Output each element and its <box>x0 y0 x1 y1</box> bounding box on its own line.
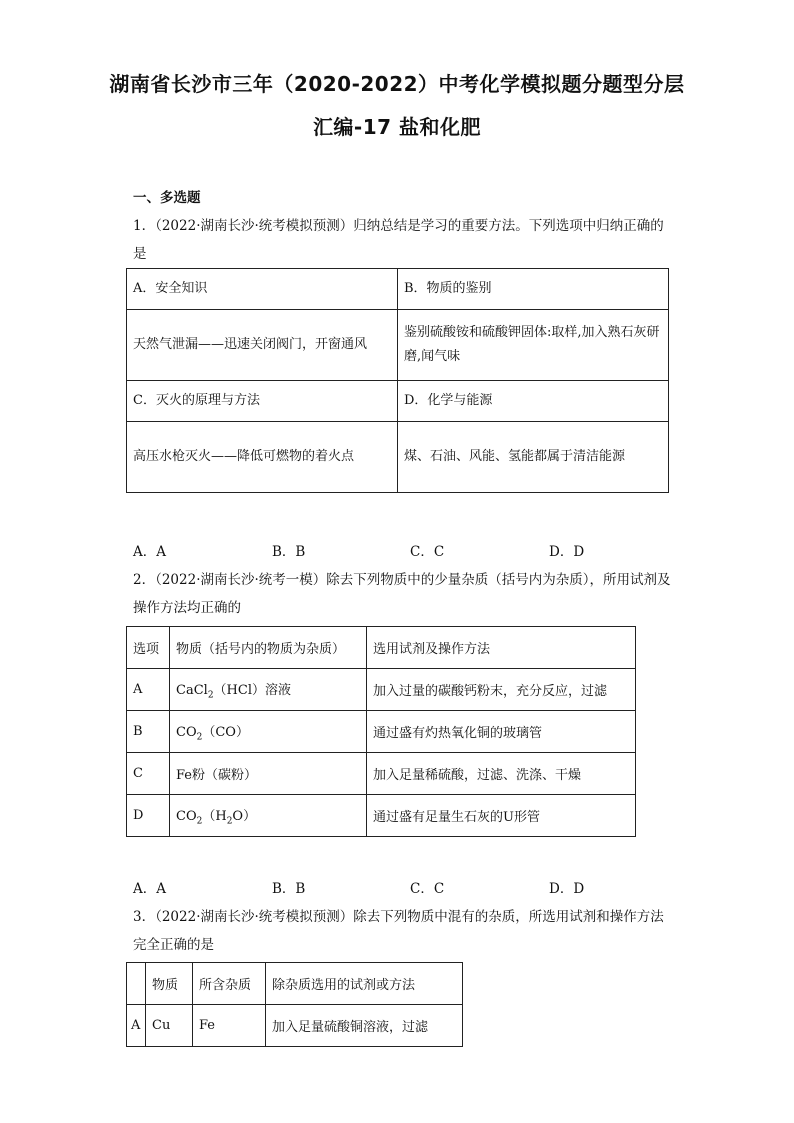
q1-option-a[interactable]: A．A <box>133 544 166 560</box>
q2-row-c-substance: Fe粉（碳粉） <box>170 753 367 795</box>
table-row <box>127 795 636 837</box>
document-title-line-2: 汇编-17 盐和化肥 <box>312 115 482 139</box>
table-header-row <box>127 627 636 669</box>
question-3-stem: 3．（2022·湖南长沙·统考模拟预测）除去下列物质中混有的杂质，所选用试剂和操作方法完全正确的是 <box>133 909 664 953</box>
q2-row-a-method: 加入过量的碳酸钙粉末，充分反应，过滤 <box>367 669 636 711</box>
table-row <box>127 1005 463 1047</box>
q1-cell-c-head: C．灭火的原理与方法 <box>127 381 398 422</box>
question-2-stem: 2．（2022·湖南长沙·统考一模）除去下列物质中的少量杂质（括号内为杂质），所用试剂及操作方法均正确的 <box>133 572 671 616</box>
q3-row-a-substance: Cu <box>146 1005 193 1047</box>
q2-option-c[interactable]: C．C <box>410 881 445 897</box>
question-3-table <box>126 962 463 1047</box>
q2-row-a-option: A <box>127 669 170 711</box>
q2-row-c-option: C <box>127 753 170 795</box>
q1-cell-c-body: 高压水枪灭火——降低可燃物的着火点 <box>127 422 398 493</box>
table-row <box>127 753 636 795</box>
q3-row-a-option: A <box>127 1005 146 1047</box>
q1-option-c[interactable]: C．C <box>410 544 445 560</box>
q3-header-method: 除杂质选用的试剂或方法 <box>266 963 463 1005</box>
section-heading: 一、多选题 <box>133 190 201 206</box>
q1-cell-a-head: A．安全知识 <box>127 269 398 310</box>
q1-cell-d-head: D．化学与能源 <box>398 381 669 422</box>
q2-header-option: 选项 <box>127 627 170 669</box>
q2-row-c-method: 加入足量稀硫酸，过滤、洗涤、干燥 <box>367 753 636 795</box>
q1-option-b[interactable]: B．B <box>272 544 306 560</box>
table-header-row <box>127 963 463 1005</box>
q2-row-d-substance: $CO_2(H_2O)$ <box>170 795 367 837</box>
table-row <box>127 711 636 753</box>
q2-row-d-option: D <box>127 795 170 837</box>
q2-option-a[interactable]: A．A <box>133 881 166 897</box>
q2-row-d-method: 通过盛有足量生石灰的U形管 <box>367 795 636 837</box>
q3-header-substance: 物质 <box>146 963 193 1005</box>
q1-option-d[interactable]: D．D <box>549 544 585 560</box>
q1-cell-b-body: 鉴别硫酸铵和硫酸钾固体:取样,加入熟石灰研磨,闻气味 <box>398 310 669 381</box>
q3-row-a-method: 加入足量硫酸铜溶液，过滤 <box>266 1005 463 1047</box>
q2-header-method: 选用试剂及操作方法 <box>367 627 636 669</box>
q3-row-a-impurity: Fe <box>193 1005 266 1047</box>
document-title-line-1: 湖南省长沙市三年（2020-2022）中考化学模拟题分题型分层 <box>109 72 685 96</box>
q2-row-a-substance: CaCl$_2$（HCl）溶液 <box>170 669 367 711</box>
q2-option-b[interactable]: B．B <box>272 881 306 897</box>
q1-cell-d-body: 煤、石油、风能、氢能都属于清洁能源 <box>398 422 669 493</box>
q3-header-impurity: 所含杂质 <box>193 963 266 1005</box>
q3-header-blank <box>127 963 146 1005</box>
q2-row-b-method: 通过盛有灼热氧化铜的玻璃管 <box>367 711 636 753</box>
q2-header-substance: 物质（括号内的物质为杂质） <box>170 627 367 669</box>
question-1-stem: 1．（2022·湖南长沙·统考模拟预测）归纳总结是学习的重要方法。下列选项中归纳正确的是 <box>133 218 664 262</box>
q2-row-b-option: B <box>127 711 170 753</box>
q2-option-d[interactable]: D．D <box>549 881 585 897</box>
q1-cell-b-head: B．物质的鉴别 <box>398 269 669 310</box>
question-1-table <box>126 268 669 493</box>
q1-cell-a-body: 天然气泄漏——迅速关闭阀门，开窗通风 <box>127 310 398 381</box>
question-2-table <box>126 626 636 837</box>
table-row <box>127 669 636 711</box>
q2-row-b-substance: $CO_2(CO)$ <box>170 711 367 753</box>
